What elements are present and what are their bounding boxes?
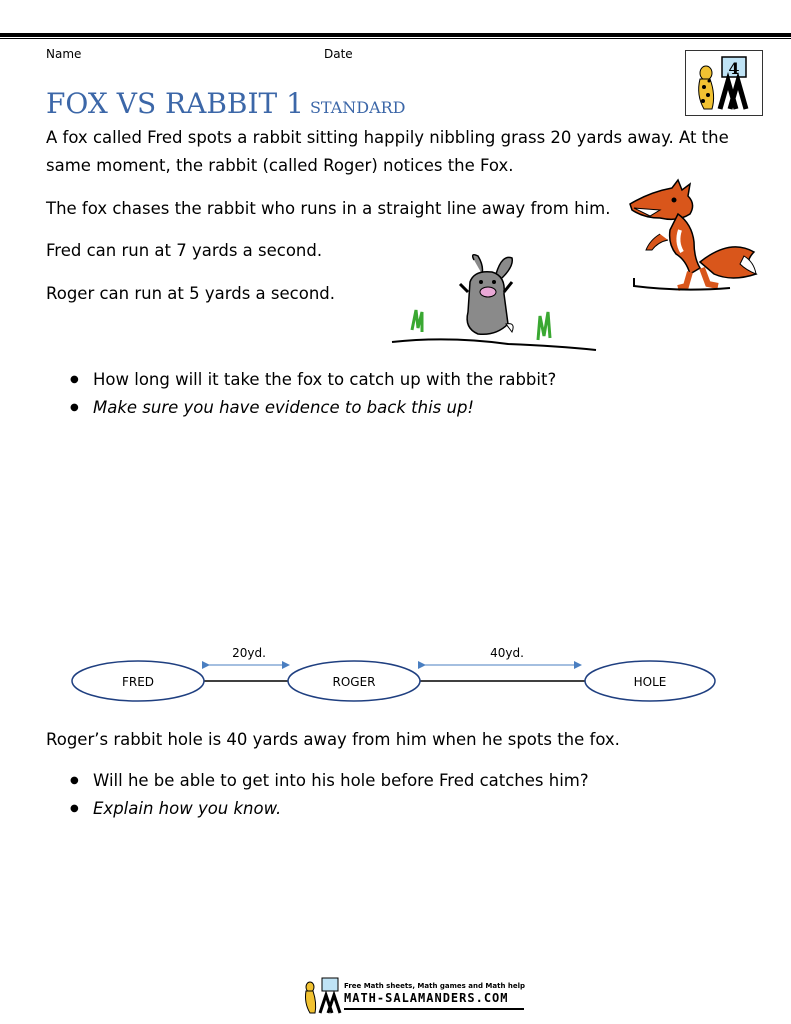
question-list-2 [46,767,589,823]
title-main: FOX VS RABBIT 1 [46,87,304,120]
hole-paragraph: Roger’s rabbit hole is 40 yards away from him when he spots the fox. [46,730,620,749]
question-2: ● Will he be able to get into his hole before Fred catches him? [46,767,589,795]
fred-speed-text: Fred can run at 7 yards a second. [46,241,323,260]
intro-paragraph: A fox called Fred spots a rabbit sitting happily nibbling grass 20 yards away. At the same moment, the rabbit (called Roger) notices the Fox. [46,128,729,175]
salamander-icon [300,975,344,1015]
date-label: Date [324,47,353,61]
footer-logo[interactable] [300,975,540,1015]
distance-label-1: 20yd. [232,646,266,660]
chase-paragraph: The fox chases the rabbit who runs in a straight line away from him. [46,199,611,218]
node-hole-label: HOLE [633,675,667,689]
title-sub: STANDARD [309,98,406,117]
node-roger-label: ROGER [332,675,376,689]
grade-number: 4 [728,59,740,78]
question-1-note: ● Make sure you have evidence to back this up! [46,394,556,422]
distance-label-2: 40yd. [490,646,524,660]
roger-speed-text: Roger can run at 5 yards a second. [46,284,335,303]
footer-underline [344,1008,524,1010]
node-fred-label: FRED [121,675,155,689]
footer-site: MATH-SALAMANDERS.COM [344,991,509,1005]
question-1: ● How long will it take the fox to catch up with the rabbit? [46,366,556,394]
name-label: Name [46,47,82,61]
question-2-note: ● Explain how you know. [46,795,589,823]
footer-tagline: Free Math sheets, Math games and Math help [344,982,526,990]
